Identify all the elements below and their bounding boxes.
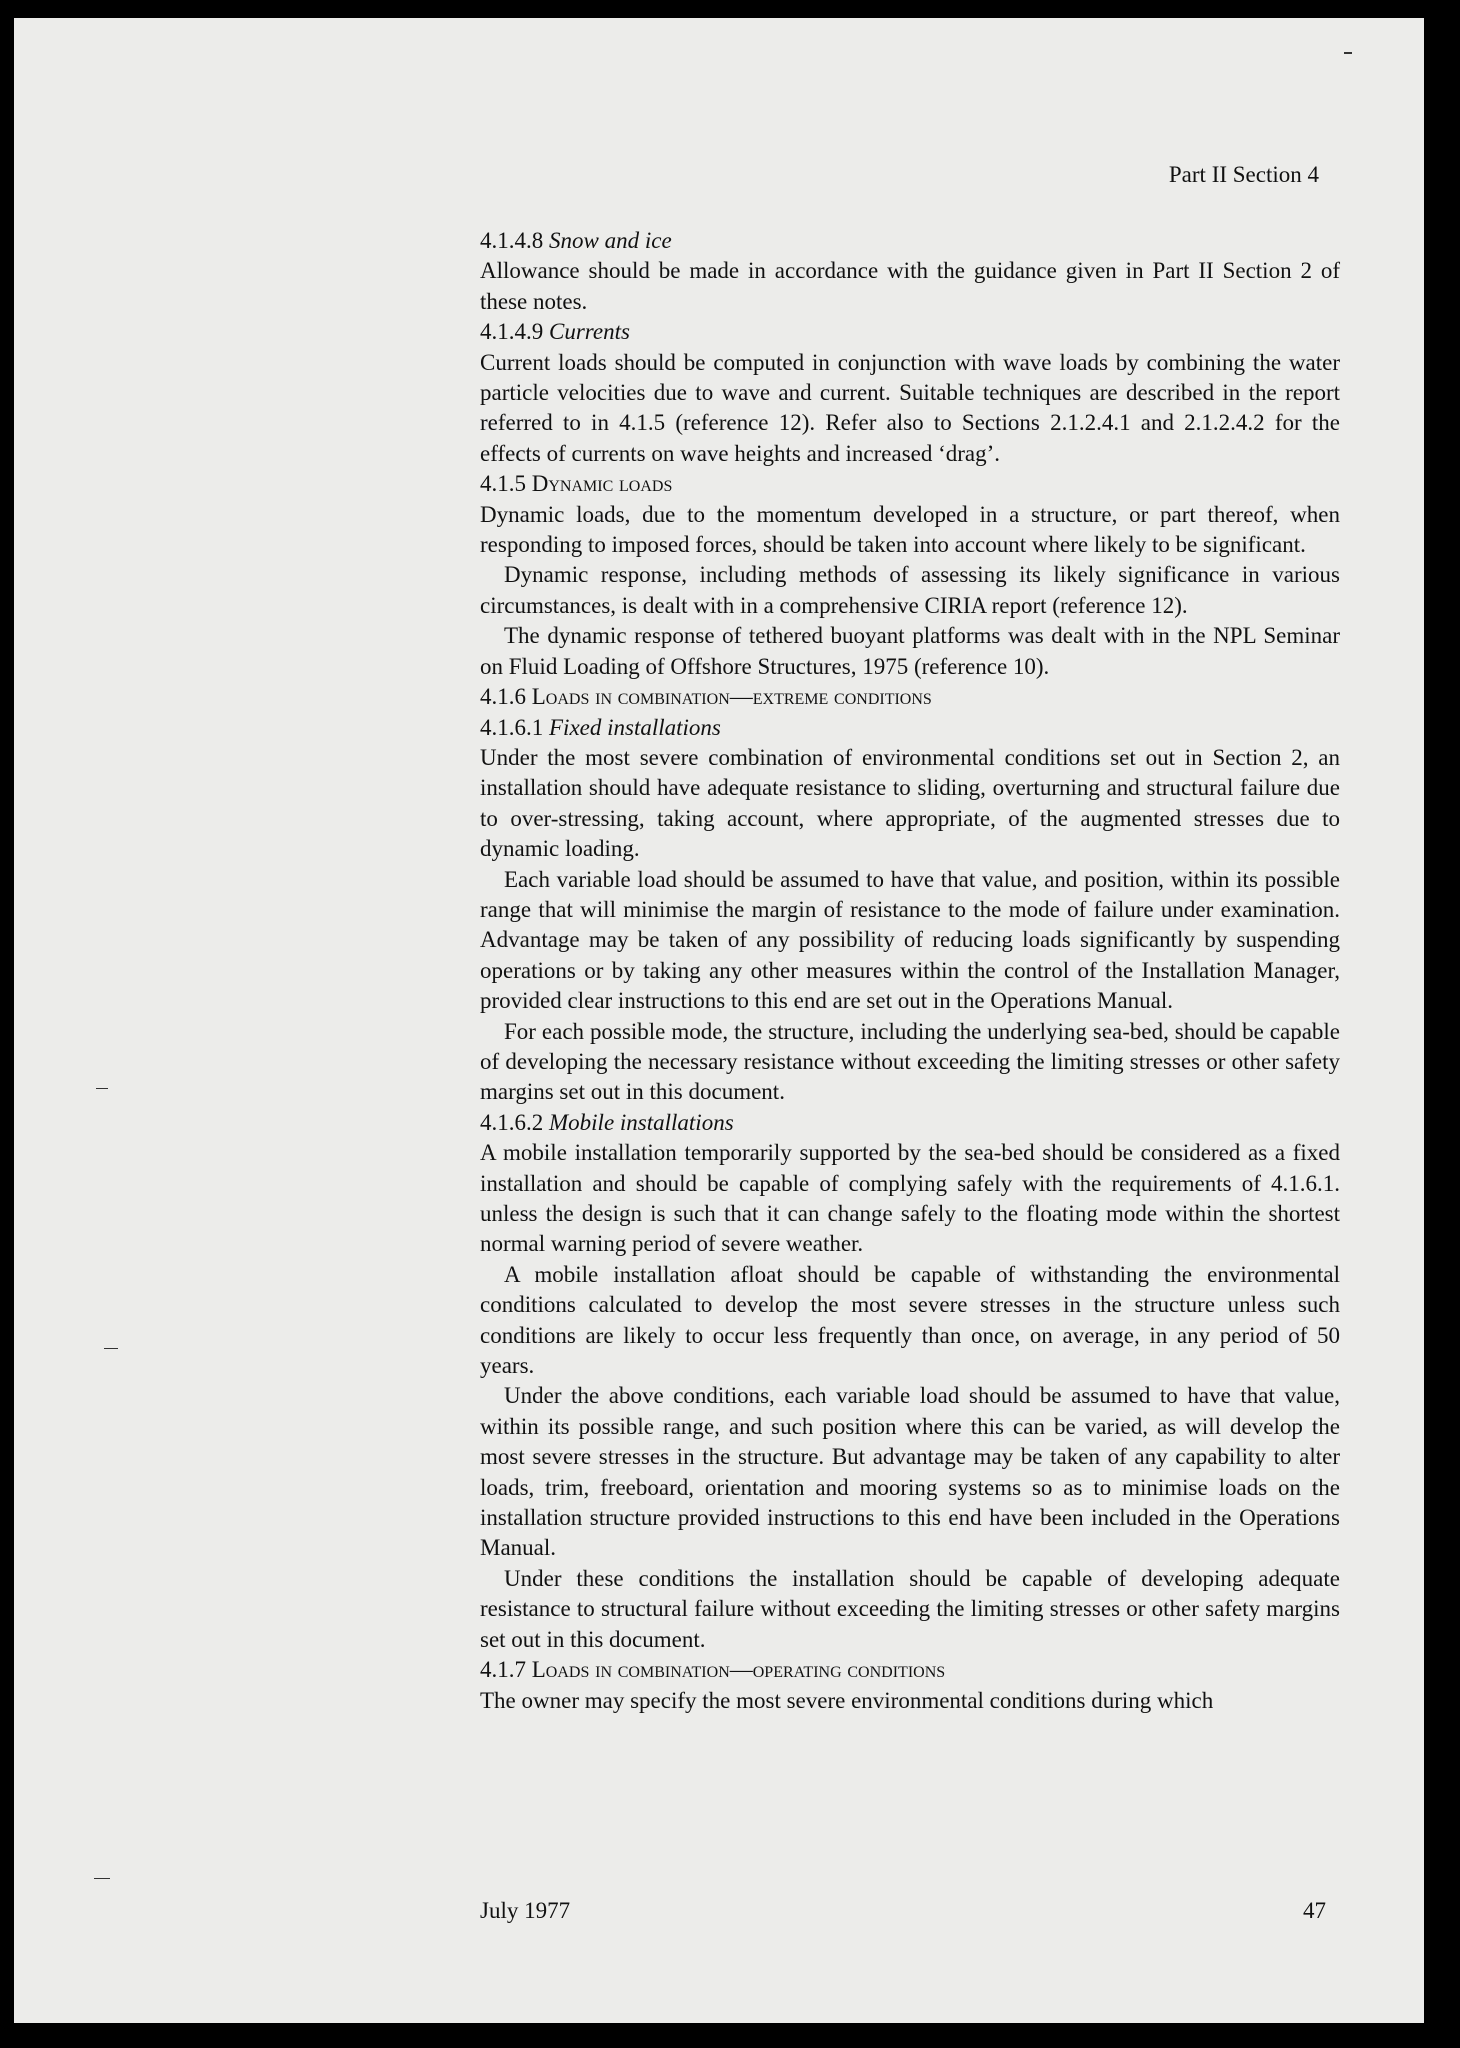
- paragraph: A mobile installation temporarily supported by the sea-bed should be considered as a fixed installation and should be capable of complying safely with the requirements of 4.1.6.1. unless the design is such that it can change safely to the floating mode within the shortest normal warning period of severe weather.: [480, 1140, 1340, 1257]
- scan-mark: [96, 1088, 108, 1089]
- heading-4-1-4-8: 4.1.4.8 Snow and ice: [480, 228, 672, 253]
- heading-title: Dynamic loads: [531, 471, 673, 497]
- heading-title: Currents: [549, 319, 630, 345]
- paragraph: A mobile installation afloat should be capable of withstanding the environmental conditions calculated to develop the most severe stresses in the structure unless such conditions are likely to occur less frequently than once, on average, in any period of 50 years.: [480, 1261, 1340, 1379]
- body-text: [480, 226, 1340, 1716]
- scan-mark: [104, 1348, 118, 1349]
- heading-4-1-6-1: 4.1.6.1 Fixed installations: [480, 714, 721, 740]
- heading-title: Loads in combination—extreme conditions: [531, 684, 932, 710]
- paragraph: Dynamic response, including methods of assessing its likely significance in various circumstances, is dealt with in a comprehensive CIRIA report (reference 12).: [480, 562, 1340, 618]
- paragraph: Under the above conditions, each variable load should be assumed to have that value, within its possible range, and such position where this can be varied, as will develop the most severe stresses in the structure. But advantage may be taken of any capability to alter loads, trim, freeboard, orientation and mooring systems so as to minimise loads on the installation structure provided instructions to this end have been included in the Operations Manual.: [480, 1383, 1340, 1561]
- paragraph: Under these conditions the installation should be capable of developing adequate resistance to structural failure without exceeding the limiting stresses or other safety margins set out in this document.: [480, 1565, 1340, 1652]
- page-number: 47: [1303, 1898, 1326, 1923]
- heading-4-1-4-9: 4.1.4.9 Currents: [480, 319, 630, 345]
- paragraph: Allowance should be made in accordance with the guidance given in Part II Section 2 of these notes.: [480, 258, 1340, 314]
- paragraph: Under the most severe combination of environmental conditions set out in Section 2, an installation should have adequate resistance to sliding, overturning and structural failure due to over-stressing, taking account, where appropriate, of the augmented stresses due to dynamic loading.: [480, 744, 1340, 862]
- document-page: [14, 18, 1424, 2023]
- paragraph: Current loads should be computed in conjunction with wave loads by combining the water particle velocities due to wave and current. Suitable techniques are described in the report referred to in 4.1.5 (reference 12). Refer also to Sections 2.1.2.4.1 and 2.1.2.4.2 for the effects of currents on wave heights and increased ‘drag’.: [480, 349, 1340, 466]
- section-header: Part II Section 4: [1168, 162, 1319, 187]
- paragraph: Each variable load should be assumed to have that value, and position, within its possible range that will minimise the margin of resistance to the mode of failure under examination. Advantage may be taken of any possibility of reducing loads significantly by suspending operations or by taking any other measures within the control of the Installation Manager, provided clear instructions to this end are set out in the Operations Manual.: [480, 866, 1340, 1014]
- footer-date: July 1977: [480, 1898, 571, 1923]
- heading-title: Mobile installations: [549, 1109, 734, 1135]
- heading-title: Fixed installations: [549, 714, 721, 740]
- heading-title: Loads in combination—operating conditions: [531, 1657, 946, 1683]
- heading-4-1-7: 4.1.7 Loads in combination—operating conditions: [480, 1657, 946, 1683]
- heading-4-1-6: 4.1.6 Loads in combination—extreme conditions: [480, 684, 932, 710]
- paragraph: The dynamic response of tethered buoyant platforms was dealt with in the NPL Seminar on Fluid Loading of Offshore Structures, 1975 (reference 10).: [480, 623, 1340, 679]
- heading-title: Snow and ice: [549, 228, 672, 253]
- paragraph: Dynamic loads, due to the momentum developed in a structure, or part thereof, when responding to imposed forces, should be taken into account where likely to be significant.: [480, 501, 1340, 558]
- heading-4-1-5: 4.1.5 Dynamic loads: [480, 471, 673, 497]
- scan-mark: [1344, 52, 1352, 54]
- paragraph: The owner may specify the most severe environmental conditions during which: [480, 1687, 1214, 1713]
- heading-4-1-6-2: 4.1.6.2 Mobile installations: [480, 1109, 734, 1135]
- paragraph: For each possible mode, the structure, including the underlying sea-bed, should be capable of developing the necessary resistance without exceeding the limiting stresses or other safety margins set out in this document.: [480, 1018, 1340, 1105]
- scan-mark: [94, 1878, 110, 1879]
